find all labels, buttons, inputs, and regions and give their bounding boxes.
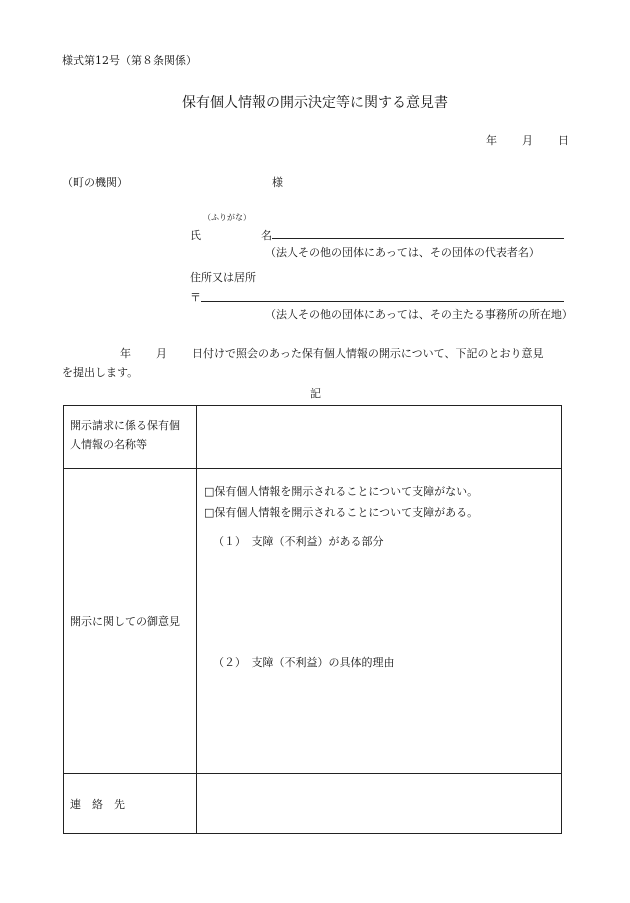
address-label: 住所又は居所 bbox=[190, 271, 256, 284]
table-row-opinion bbox=[64, 469, 562, 774]
addressee-org: （町の機関） bbox=[62, 176, 128, 189]
table-row-contact bbox=[64, 774, 562, 834]
page-title: 保有個人情報の開示決定等に関する意見書 bbox=[182, 95, 448, 111]
date-year-label: 年 bbox=[486, 134, 497, 147]
table-row-info-name bbox=[64, 406, 562, 469]
contact-label: 連 絡 先 bbox=[64, 774, 197, 834]
sub-item-specific-reason: （２） 支障（不利益）の具体的理由 bbox=[213, 656, 395, 669]
sub-item-affected-part: （１） 支障（不利益）がある部分 bbox=[213, 535, 384, 548]
address-field-line[interactable] bbox=[201, 301, 564, 302]
body-year-label: 年 bbox=[120, 347, 131, 360]
ki-heading: 記 bbox=[310, 387, 321, 400]
info-name-field[interactable] bbox=[197, 406, 562, 469]
info-name-label-line1: 開示請求に係る保有個 bbox=[70, 419, 180, 432]
furigana-label: （ふりがな） bbox=[203, 213, 251, 222]
name-label-first: 氏 bbox=[190, 229, 201, 242]
opinion-label: 開示に関しての御意見 bbox=[64, 469, 197, 774]
info-name-label bbox=[64, 406, 197, 469]
body-text-line1: 日付けで照会のあった保有個人情報の開示について、下記のとおり意見 bbox=[192, 347, 544, 360]
info-name-label-line2: 人情報の名称等 bbox=[70, 438, 147, 451]
name-note: （法人その他の団体にあっては、その団体の代表者名） bbox=[265, 246, 540, 259]
body-text-line2: を提出します。 bbox=[62, 366, 139, 379]
option-no-objection[interactable]: □保有個人情報を開示されることについて支障がない。 bbox=[204, 485, 479, 498]
address-note: （法人その他の団体にあっては、その主たる事務所の所在地） bbox=[265, 308, 573, 321]
date-day-label: 日 bbox=[558, 134, 569, 147]
form-number: 様式第12号（第８条関係） bbox=[62, 54, 197, 67]
contact-field[interactable] bbox=[197, 774, 562, 834]
addressee-honorific: 様 bbox=[272, 176, 283, 189]
body-month-label: 月 bbox=[156, 347, 167, 360]
opinion-table bbox=[63, 405, 562, 834]
name-field-line[interactable] bbox=[272, 238, 564, 239]
option-objection[interactable]: □保有個人情報を開示されることについて支障がある。 bbox=[204, 506, 479, 519]
name-label-last: 名 bbox=[261, 229, 272, 242]
postal-mark: 〒 bbox=[190, 291, 201, 304]
date-month-label: 月 bbox=[522, 134, 533, 147]
opinion-field[interactable] bbox=[197, 469, 562, 774]
